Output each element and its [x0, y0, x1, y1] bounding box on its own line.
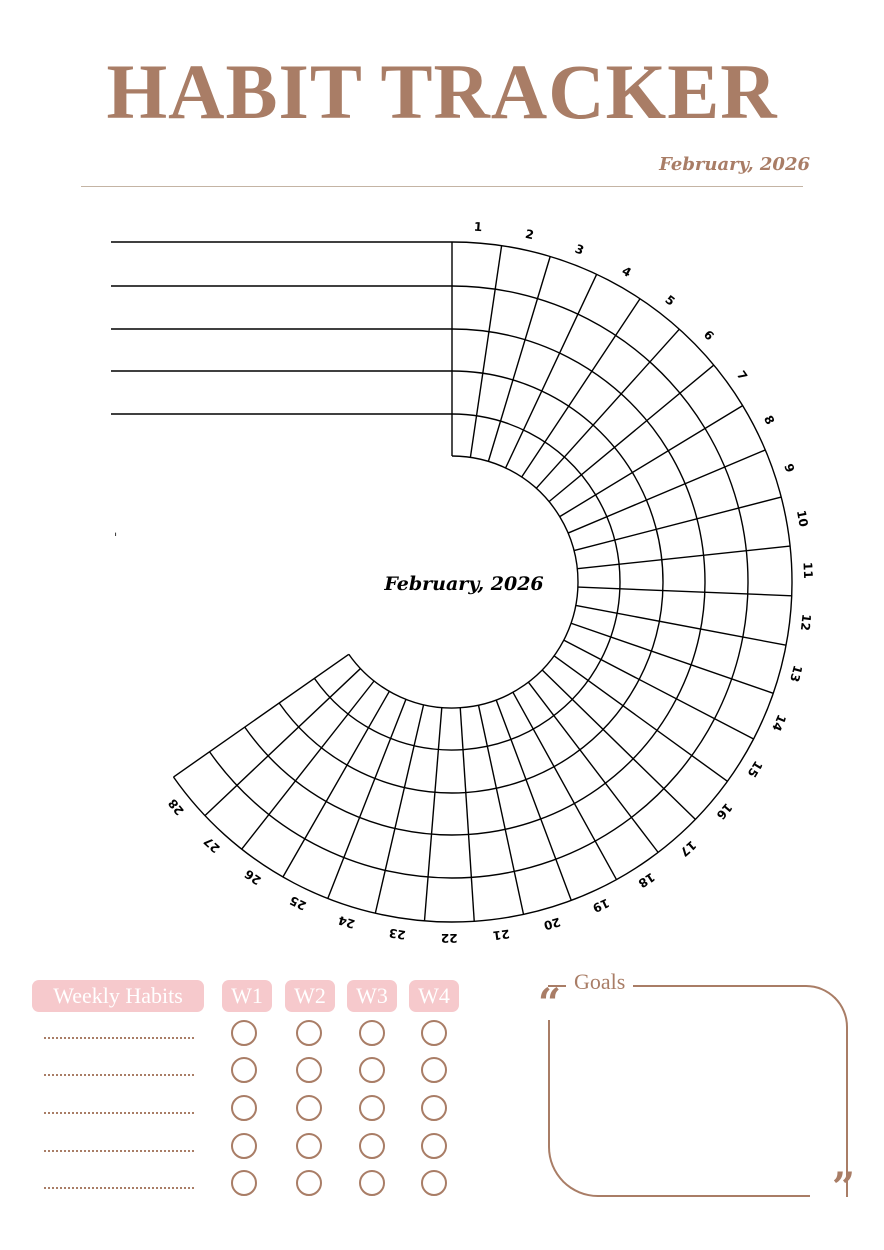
wheel-spoke-9: [574, 497, 781, 550]
wheel-spoke-4: [522, 299, 640, 477]
habit-checkbox[interactable]: [231, 1170, 257, 1196]
habit-name-line[interactable]: [44, 1021, 194, 1039]
habit-checkbox[interactable]: [421, 1133, 447, 1159]
habit-checkbox[interactable]: [296, 1020, 322, 1046]
day-label: 21: [491, 926, 511, 943]
habit-checkbox[interactable]: [421, 1057, 447, 1083]
day-label: 23: [387, 925, 407, 942]
close-quote-icon: ”: [832, 1164, 856, 1211]
day-label: 15: [744, 758, 766, 780]
day-label: 12: [797, 613, 814, 632]
day-label: 1: [473, 219, 483, 235]
habit-checkbox[interactable]: [231, 1020, 257, 1046]
day-label: 27: [201, 834, 223, 856]
wheel-spoke-26: [242, 681, 374, 849]
habit-checkbox[interactable]: [359, 1095, 385, 1121]
weekly-habits-label: Weekly Habits: [32, 980, 204, 1012]
day-label: 6: [700, 327, 717, 344]
day-label: 5: [662, 292, 678, 309]
habit-checkbox[interactable]: [231, 1057, 257, 1083]
week-1-label: W1: [222, 980, 272, 1012]
goals-box-corner: [548, 1020, 810, 1197]
habit-checkbox[interactable]: [296, 1133, 322, 1159]
day-label: 11: [800, 561, 816, 579]
stray-mark: ˌ: [114, 523, 118, 537]
day-label: 22: [440, 930, 458, 946]
habit-checkbox[interactable]: [421, 1170, 447, 1196]
habit-checkbox[interactable]: [231, 1095, 257, 1121]
wheel-spoke-22: [424, 708, 441, 921]
habit-checkbox[interactable]: [421, 1095, 447, 1121]
day-label: 20: [542, 914, 563, 933]
day-label: 4: [619, 263, 634, 280]
wheel-spoke-15: [554, 656, 727, 781]
habit-checkbox[interactable]: [359, 1170, 385, 1196]
day-label: 7: [733, 368, 751, 384]
day-label: 14: [769, 712, 789, 734]
header-date: February, 2026: [659, 154, 810, 175]
habit-checkbox[interactable]: [359, 1020, 385, 1046]
day-label: 28: [165, 796, 187, 818]
open-quote-icon: “: [538, 980, 562, 1027]
day-label: 13: [787, 663, 805, 684]
day-label: 25: [287, 893, 309, 913]
habit-name-line[interactable]: [44, 1134, 194, 1152]
wheel-spoke-10: [577, 546, 790, 569]
wheel-center-label: February, 2026: [384, 573, 544, 595]
day-label: 8: [760, 413, 778, 427]
wheel-spoke-12: [576, 605, 786, 645]
day-label: 10: [793, 509, 811, 529]
page-title: HABIT TRACKER: [106, 48, 778, 135]
day-label: 2: [523, 226, 536, 243]
day-label: 19: [590, 895, 612, 916]
day-label: 3: [573, 241, 586, 258]
day-label: 26: [241, 866, 264, 888]
day-label: 9: [781, 461, 798, 475]
habit-checkbox[interactable]: [231, 1133, 257, 1159]
week-2-label: W2: [285, 980, 335, 1012]
week-4-label: W4: [409, 980, 459, 1012]
habit-name-line[interactable]: [44, 1058, 194, 1076]
habit-checkbox[interactable]: [296, 1095, 322, 1121]
day-label: 16: [713, 800, 736, 823]
habit-checkbox[interactable]: [359, 1057, 385, 1083]
header-divider: [81, 186, 803, 187]
wheel-spoke-23: [375, 705, 423, 913]
wheel-spoke-8: [568, 450, 765, 533]
habit-name-line[interactable]: [44, 1171, 194, 1189]
week-3-label: W3: [347, 980, 397, 1012]
day-label: 17: [677, 837, 699, 860]
wheel-spoke-2: [488, 256, 550, 461]
wheel-spoke-11: [578, 587, 792, 596]
wheel-spoke-5: [536, 329, 679, 488]
wheel-spoke-14: [564, 640, 754, 739]
habit-lines: [111, 242, 452, 414]
wheel-spoke-21: [460, 708, 474, 922]
habit-name-line[interactable]: [44, 1096, 194, 1114]
wheel-spoke-7: [560, 406, 743, 517]
wheel-spoke-6: [549, 365, 714, 502]
day-label: 24: [336, 912, 357, 932]
habit-checkbox[interactable]: [296, 1170, 322, 1196]
wheel-spoke-27: [205, 669, 361, 816]
habit-checkbox[interactable]: [296, 1057, 322, 1083]
wheel-spoke-17: [528, 682, 658, 852]
wheel-spoke-1: [470, 246, 501, 458]
wheel-spoke-28: [173, 654, 348, 777]
habit-checkbox[interactable]: [421, 1020, 447, 1046]
goals-label: Goals: [566, 970, 633, 994]
wheel-spoke-16: [542, 670, 695, 819]
habit-checkbox[interactable]: [359, 1133, 385, 1159]
habit-wheel: [0, 200, 884, 960]
day-label: 18: [635, 869, 658, 891]
